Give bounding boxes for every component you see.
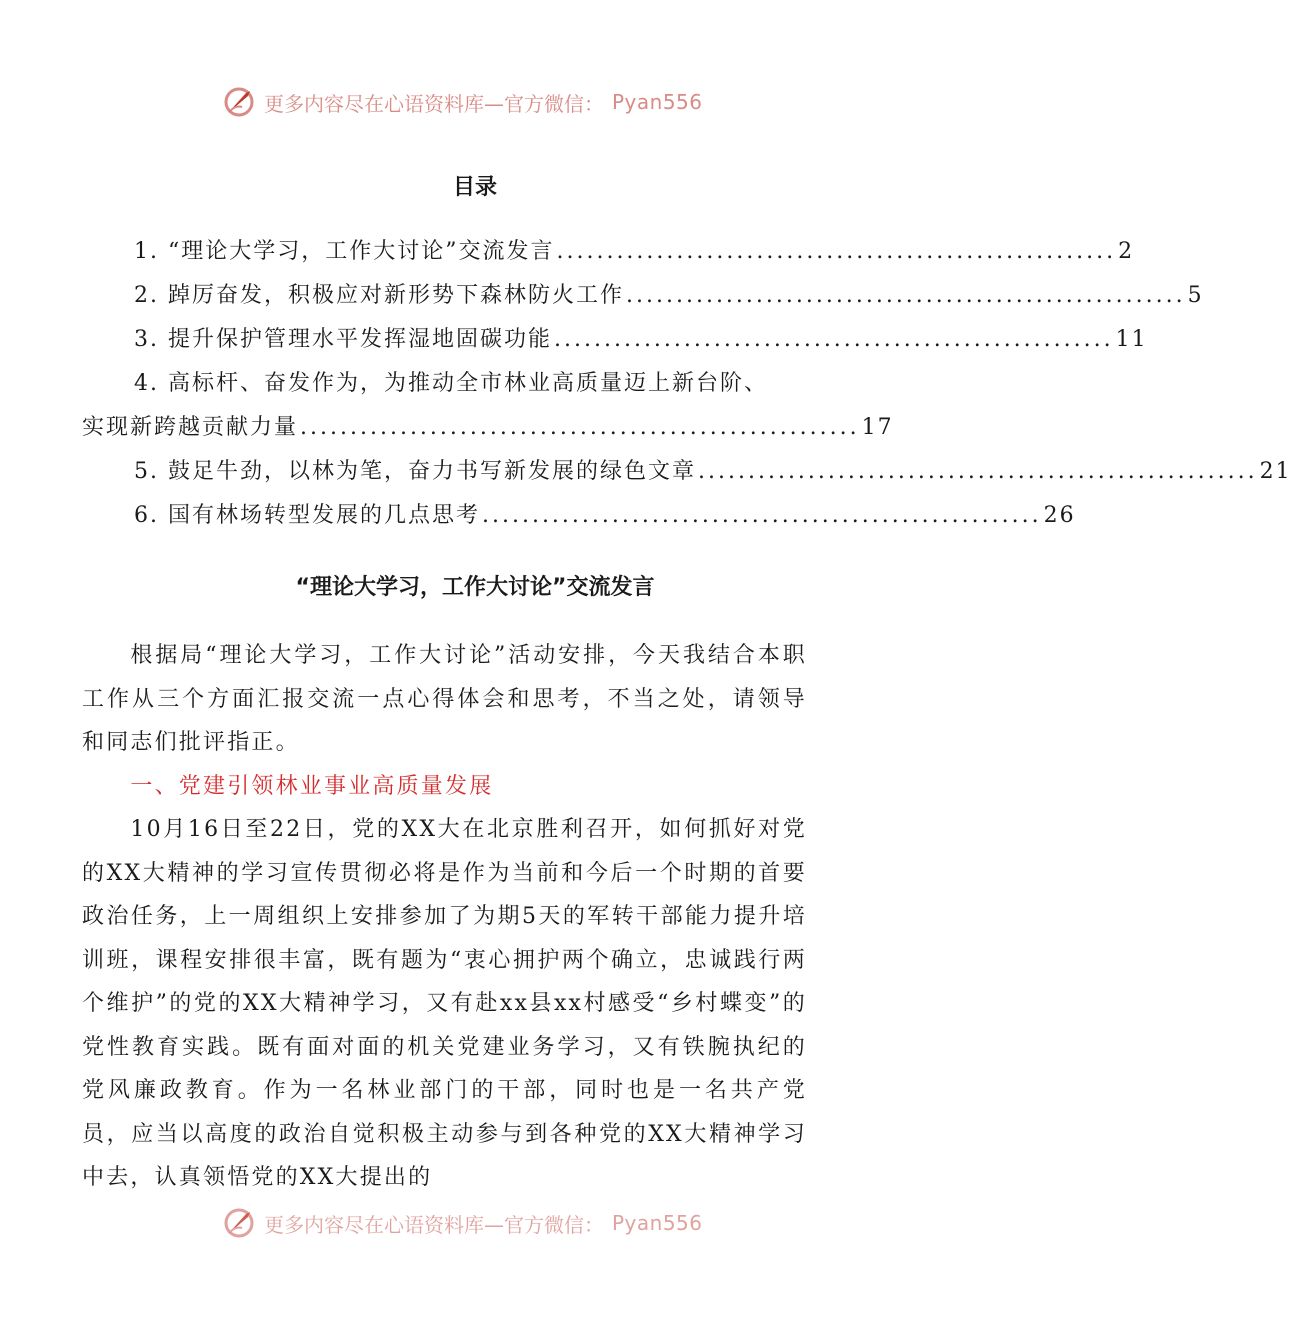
toc-entry-label: 1. “理论大学习，工作大讨论”交流发言: [134, 239, 555, 264]
section-paragraph: 10月16日至22日，党的XX大在北京胜利召开，如何抓好对党的XX大精神的学习宣传贯彻必将是作为当前和今后一个时期的首要政治任务，上一周组织上安排参加了为期5天的军转干部能力提升培训班，课程安排很丰富，既有题为“衷心拥护两个确立，忠诚践行两个维护”的党的XX大精神学习，又有赴xx县xx村感受“乡村蝶变”的党性教育实践。既有面对面的机关党建业务学习，又有铁腕执纪的党风廉政教育。作为一名林业部门的干部，同时也是一名共产党员，应当以高度的政治自觉积极主动参与到各种党的XX大精神学习中去，认真领悟党的XX大提出的: [82, 817, 807, 1190]
watermark-text: 更多内容尽在心语资料库—官方微信：: [264, 1212, 604, 1237]
toc-entry-6[interactable]: [82, 498, 1076, 542]
quill-logo-icon: [222, 1206, 256, 1240]
quill-logo-icon: [222, 85, 256, 119]
toc-entry-3[interactable]: [82, 322, 1148, 366]
toc-entry-4-line1[interactable]: [82, 366, 787, 410]
toc-entry-label: 3. 提升保护管理水平发挥湿地固碳功能: [134, 327, 552, 352]
article-title: “理论大学习，工作大讨论”交流发言: [295, 575, 655, 600]
toc-entry-1[interactable]: [82, 234, 1135, 278]
toc-entry-label: 2. 踔厉奋发，积极应对新形势下森林防火工作: [134, 283, 624, 308]
toc-leader-dots: ........................................................: [554, 327, 1114, 352]
section-heading: 一、党建引领林业事业高质量发展: [130, 773, 494, 799]
watermark-header: [222, 84, 742, 120]
toc-entry-label: 6. 国有林场转型发展的几点思考: [134, 503, 480, 528]
toc-leader-dots: ........................................................: [556, 239, 1117, 264]
toc-entry-2[interactable]: [82, 278, 1204, 322]
toc-entry-page: 5: [1187, 283, 1204, 308]
toc-entry-page: 2: [1118, 239, 1135, 264]
intro-paragraph: 根据局“理论大学习，工作大讨论”活动安排，今天我结合本职工作从三个方面汇报交流一点心得体会和思考，不当之处，请领导和同志们批评指正。: [82, 643, 807, 755]
toc-entry-page: 26: [1043, 503, 1076, 528]
toc-entry-page: 11: [1115, 327, 1148, 352]
toc-leader-dots: ........................................................: [626, 283, 1186, 308]
watermark-wechat-id: Pyan556: [612, 90, 703, 114]
toc-leader-dots: ........................................................: [698, 459, 1258, 484]
toc-entry-label: 实现新跨越贡献力量: [82, 415, 299, 440]
toc-entry-page: 21: [1259, 459, 1292, 484]
table-of-contents: [82, 234, 1292, 542]
toc-entry-4-line2[interactable]: [82, 410, 894, 454]
toc-entry-label: 4. 高标杆、奋发作为，为推动全市林业高质量迈上新台阶、: [134, 371, 768, 396]
article-body: [82, 634, 807, 1200]
toc-leader-dots: ........................................................: [481, 503, 1042, 528]
toc-entry-label: 5. 鼓足牛劲，以林为笔，奋力书写新发展的绿色文章: [134, 459, 696, 484]
watermark-wechat-id: Pyan556: [612, 1211, 703, 1235]
watermark-text: 更多内容尽在心语资料库—官方微信：: [264, 91, 604, 116]
toc-entry-page: 17: [861, 415, 894, 440]
toc-entry-5[interactable]: [82, 454, 1292, 498]
toc-title: 目录: [452, 175, 497, 200]
toc-leader-dots: ........................................................: [300, 415, 860, 440]
watermark-footer: [222, 1205, 742, 1241]
